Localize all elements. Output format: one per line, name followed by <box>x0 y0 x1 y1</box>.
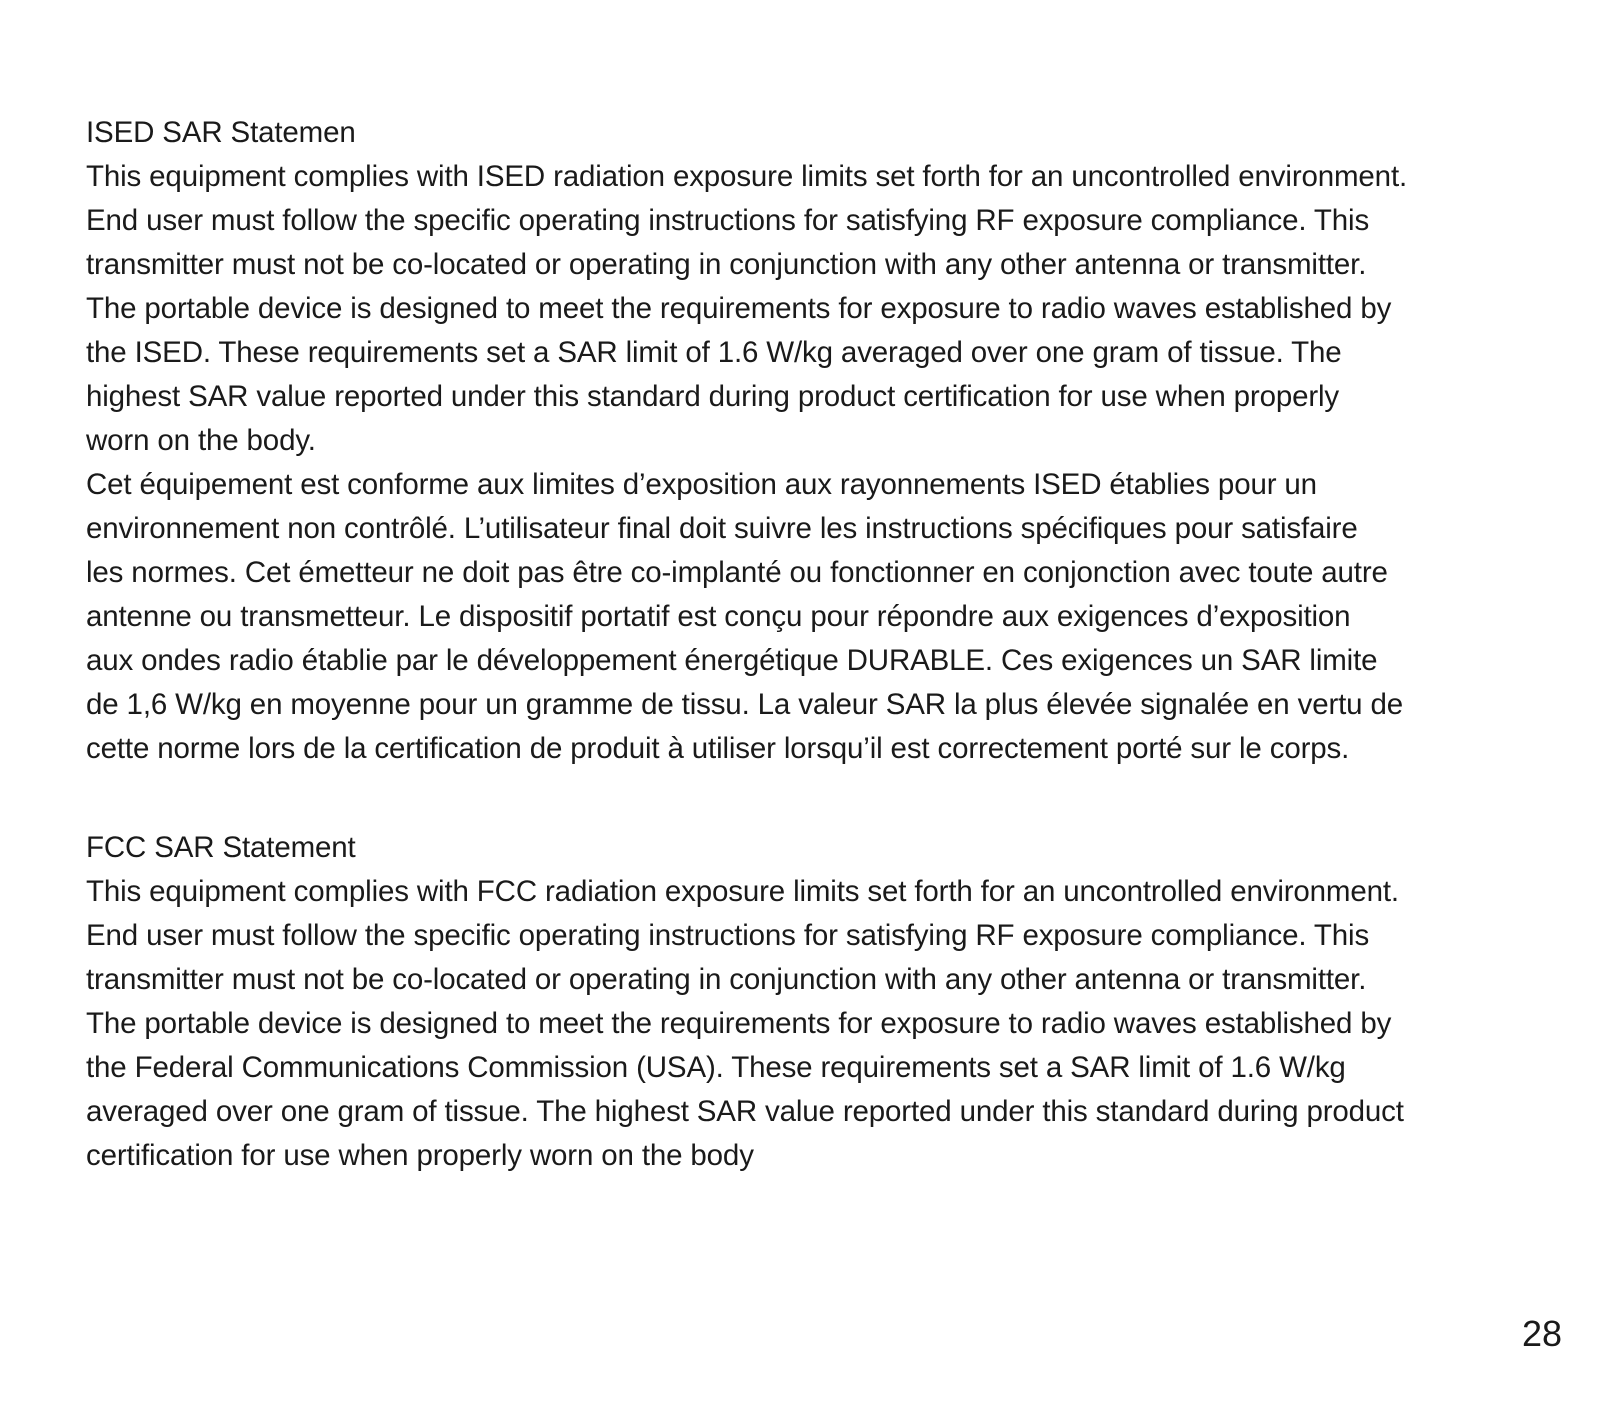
ised-sar-section <box>86 111 1546 771</box>
fcc-text-line: averaged over one gram of tissue. The highest SAR value reported under this standard during product <box>86 1095 1404 1128</box>
page-number: 28 <box>1521 1313 1562 1354</box>
ised-text-line: transmitter must not be co-located or operating in conjunction with any other antenna or transmitter. <box>86 248 1367 281</box>
fcc-text-line: the Federal Communications Commission (USA). These requirements set a SAR limit of 1.6 W/kg <box>86 1051 1346 1084</box>
fcc-text-line: This equipment complies with FCC radiation exposure limits set forth for an uncontrolled environment. <box>86 875 1399 908</box>
ised-heading: ISED SAR Statemen <box>86 116 356 149</box>
fcc-text-line: certification for use when properly worn on the body <box>86 1139 754 1172</box>
ised-text-line: the ISED. These requirements set a SAR limit of 1.6 W/kg averaged over one gram of tissue. The <box>86 336 1342 369</box>
ised-french-text-line: aux ondes radio établie par le développement énergétique DURABLE. Ces exigences un SAR limite <box>86 644 1378 677</box>
ised-text-line: The portable device is designed to meet the requirements for exposure to radio waves established by <box>86 292 1392 325</box>
ised-french-text-line: environnement non contrôlé. L’utilisateur final doit suivre les instructions spécifiques pour satisfaire <box>86 512 1358 545</box>
fcc-text-line: End user must follow the specific operating instructions for satisfying RF exposure compliance. This <box>86 919 1370 952</box>
ised-text-line: End user must follow the specific operating instructions for satisfying RF exposure compliance. This <box>86 204 1370 237</box>
ised-text-line: worn on the body. <box>86 424 316 457</box>
fcc-sar-section <box>86 826 1546 1178</box>
fcc-text-line: transmitter must not be co-located or operating in conjunction with any other antenna or transmitter. <box>86 963 1367 996</box>
ised-french-text-line: cette norme lors de la certification de produit à utiliser lorsqu’il est correctement porté sur le corps. <box>86 732 1350 765</box>
ised-french-text-line: de 1,6 W/kg en moyenne pour un gramme de tissu. La valeur SAR la plus élevée signalée en vertu de <box>86 688 1403 721</box>
fcc-heading: FCC SAR Statement <box>86 831 356 864</box>
ised-french-text-line: antenne ou transmetteur. Le dispositif portatif est conçu pour répondre aux exigences d’exposition <box>86 600 1351 633</box>
ised-text-line: This equipment complies with ISED radiation exposure limits set forth for an uncontrolled environment. <box>86 160 1408 193</box>
ised-french-text-line: les normes. Cet émetteur ne doit pas être co-implanté ou fonctionner en conjonction avec toute autre <box>86 556 1388 589</box>
ised-french-text-line: Cet équipement est conforme aux limites d’exposition aux rayonnements ISED établies pour un <box>86 468 1317 501</box>
fcc-text-line: The portable device is designed to meet the requirements for exposure to radio waves established by <box>86 1007 1392 1040</box>
ised-text-line: highest SAR value reported under this standard during product certification for use when properly <box>86 380 1340 413</box>
